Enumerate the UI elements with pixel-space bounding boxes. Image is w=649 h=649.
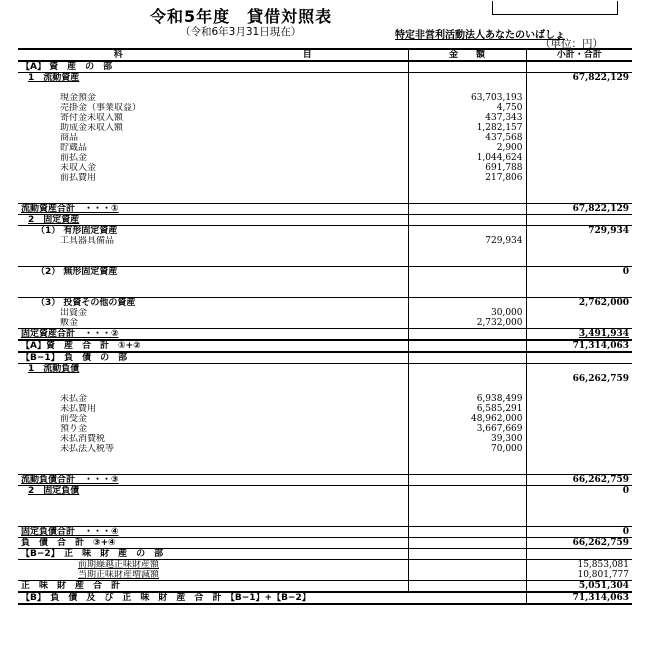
table-row (18, 236, 632, 246)
table-row (18, 414, 632, 424)
grand-total-row (18, 592, 632, 604)
row-value: 691,788 (408, 163, 526, 173)
row-value: 63,703,193 (408, 93, 526, 103)
row-value: 6,938,499 (408, 394, 526, 404)
table-row (18, 113, 632, 123)
current-assets-total-top: 67,822,129 (526, 73, 632, 84)
row-label: 預り金 (60, 424, 88, 434)
current-liabilities-total-row (18, 475, 632, 486)
fixed-liabilities-total-label: 固定負債合計 ・・・④ (18, 527, 408, 538)
row-value: 1,282,157 (408, 123, 526, 133)
net-assets-total: 5,051,304 (526, 581, 632, 593)
current-liabilities-heading: 1 流動負債 (28, 364, 80, 374)
row-label: 貯蔵品 (60, 143, 88, 153)
current-liabilities-total-top: 66,262,759 (526, 374, 632, 384)
fixed-liabilities-heading: 2 固定負債 (18, 486, 408, 497)
liabilities-heading-row (18, 352, 632, 364)
fixed-liabilities-total-row (18, 527, 632, 538)
header-amount: 金 額 (408, 49, 526, 61)
row-value: 3,667,669 (408, 424, 526, 434)
current-assets-total: 67,822,129 (526, 204, 632, 215)
unit-label: （単位：円） (540, 38, 603, 50)
tangible-total: 729,934 (526, 226, 632, 237)
net-assets-heading-row (18, 549, 632, 560)
liabilities-total-label: 負 債 合 計 ③+④ (18, 538, 408, 549)
row-value: 39,300 (408, 434, 526, 444)
row-value: 2,900 (408, 143, 526, 153)
header-row (18, 49, 632, 61)
table-row (18, 143, 632, 153)
table-row (18, 173, 632, 183)
fixed-assets-total-label: 固定資産合計 ・・・② (18, 329, 408, 341)
row-value: 70,000 (408, 444, 526, 454)
table-row (18, 93, 632, 103)
row-label: 未払消費税 (60, 434, 106, 444)
table-row (18, 123, 632, 133)
fixed-liabilities-total: 0 (526, 527, 632, 538)
table-row (18, 308, 632, 318)
row-label: 商品 (60, 133, 79, 143)
table-row (18, 394, 632, 404)
row-label: 前払費用 (60, 173, 97, 183)
row-label: 未払費用 (60, 404, 97, 414)
table-row (18, 570, 632, 581)
fixed-assets-total: 3,491,934 (526, 329, 632, 341)
table-row (18, 424, 632, 434)
current-assets-heading: 1 流動資産 (28, 73, 80, 83)
document-date: （令和6年3月31日現在） (180, 26, 302, 38)
investments-heading: （3） 投資その他の資産 (18, 298, 408, 309)
current-assets-total-row (18, 204, 632, 215)
current-liabilities-heading-row (18, 364, 632, 375)
assets-heading: 【A】 資 産 の 部 (18, 61, 408, 73)
row-label: 当期正味財産増減額 (78, 570, 160, 580)
row-value: 729,934 (408, 236, 526, 246)
row-label: 売掛金（事業収益） (60, 103, 142, 113)
row-value: 48,962,000 (408, 414, 526, 424)
row-label: 寄付金未収入額 (60, 113, 124, 123)
row-value: 4,750 (408, 103, 526, 113)
header-item: 科 目 (18, 49, 408, 61)
row-label: 敷金 (60, 318, 79, 328)
net-assets-heading: 【B−2】 正 味 財 産 の 部 (18, 549, 408, 560)
row-label: 未払金 (60, 394, 88, 404)
row-label: 前期繰越正味財産額 (78, 560, 160, 570)
table-row (18, 133, 632, 143)
fixed-assets-heading: 2 固定資産 (18, 215, 408, 226)
row-label: 前受金 (60, 414, 88, 424)
assets-total-row (18, 340, 632, 352)
row-label: 未払法人税等 (60, 444, 115, 454)
row-value: 30,000 (408, 308, 526, 318)
grand-total-label: 【B】 負 債 及 び 正 味 財 産 合 計 【B−1】+【B−2】 (18, 592, 526, 604)
row-label: 未収入金 (60, 163, 97, 173)
header-subtotal: 小計・合計 (526, 49, 632, 61)
row-value: 437,343 (408, 113, 526, 123)
row-value: 437,568 (408, 133, 526, 143)
table-row (18, 103, 632, 113)
fixed-liabilities-total-top: 0 (526, 486, 632, 497)
row-value: 6,585,291 (408, 404, 526, 414)
fixed-assets-heading-row (18, 215, 632, 226)
net-assets-total-label: 正 味 財 産 合 計 (18, 581, 408, 593)
row-value: 217,806 (408, 173, 526, 183)
assets-heading-row (18, 61, 632, 73)
document-title: 令和5年度 貸借対照表 (150, 7, 333, 26)
current-liabilities-total: 66,262,759 (526, 475, 632, 486)
intangible-heading: （2） 無形固定資産 (18, 267, 408, 278)
current-liabilities-total-label: 流動負債合計 ・・・③ (18, 475, 408, 486)
row-label: 出資金 (60, 308, 88, 318)
tangible-heading: （1） 有形固定資産 (18, 226, 408, 237)
table-row (18, 434, 632, 444)
row-value: 10,801,777 (526, 570, 632, 581)
tangible-heading-row (18, 226, 632, 237)
row-label: 工具器具備品 (60, 236, 115, 246)
assets-total: 71,314,063 (526, 340, 632, 352)
current-assets-total-label: 流動資産合計 ・・・① (18, 204, 408, 215)
row-label: 助成金未収入額 (60, 123, 124, 133)
row-value: 2,732,000 (408, 318, 526, 329)
table-row (18, 318, 632, 329)
row-label: 前払金 (60, 153, 88, 163)
organization-name: 特定非営利活動法人あなたのいばしょ (395, 30, 565, 41)
table-row (18, 163, 632, 173)
intangible-total: 0 (526, 267, 632, 278)
table-row (18, 560, 632, 571)
assets-total-label: 【A】資 産 合 計 ①+② (18, 340, 408, 352)
intangible-heading-row (18, 267, 632, 278)
investments-total: 2,762,000 (526, 298, 632, 309)
table-row (18, 404, 632, 414)
table-row (18, 444, 632, 454)
net-assets-total-row (18, 581, 632, 593)
corner-box (492, 1, 618, 15)
fixed-assets-total-row (18, 329, 632, 341)
row-value: 1,044,624 (408, 153, 526, 163)
row-value: 15,853,081 (526, 560, 632, 571)
row-label: 現金預金 (60, 93, 97, 103)
table-row (18, 153, 632, 163)
balance-sheet-table (18, 48, 632, 605)
liabilities-total: 66,262,759 (526, 538, 632, 549)
liabilities-heading: 【B−1】 負 債 の 部 (18, 352, 408, 364)
grand-total: 71,314,063 (526, 592, 632, 604)
fixed-liabilities-heading-row (18, 486, 632, 497)
current-assets-heading-row (18, 73, 632, 84)
investments-heading-row (18, 298, 632, 309)
liabilities-total-row (18, 538, 632, 549)
